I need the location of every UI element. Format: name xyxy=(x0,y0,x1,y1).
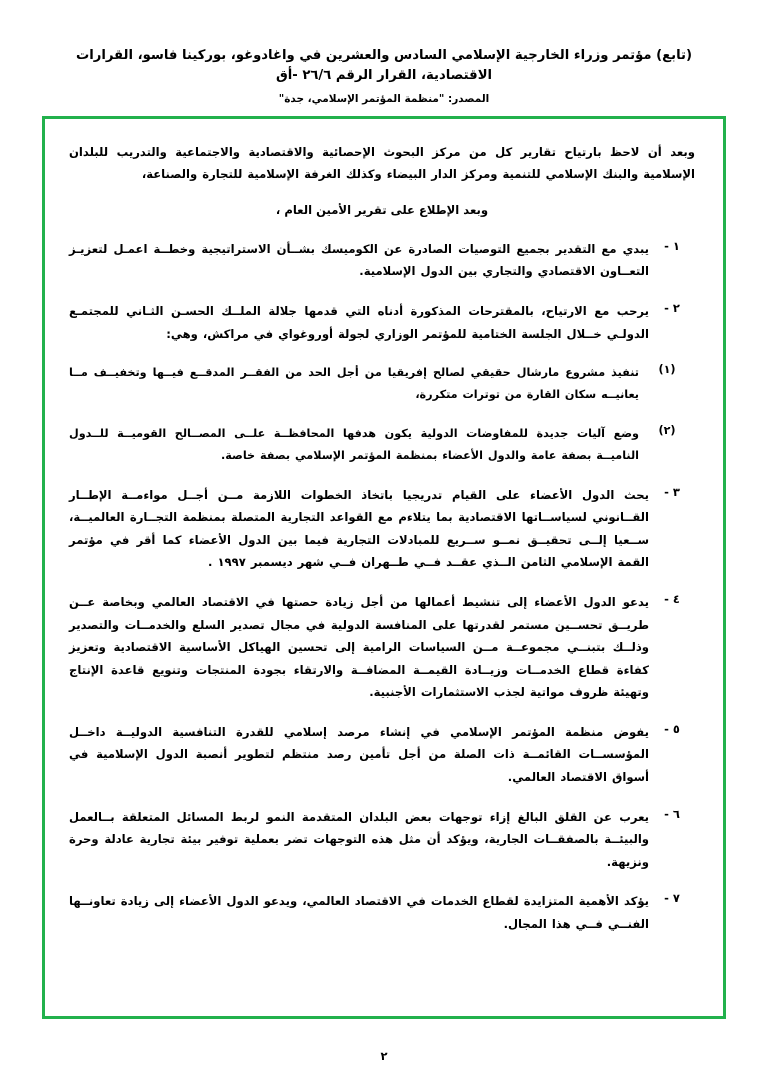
item-7-text: الأهمية المتزايدة لقطاع الخدمات في الاقتصاد العالمي، xyxy=(297,894,624,909)
item-3-marker xyxy=(649,484,695,574)
item-6-text: عن القلق البالغ إزاء توجهات بعض البلدان المتقدمة النمو لربط المسائل المتعلقة بــالعمل والبيئــة بالصفقــات الجارية، xyxy=(69,809,649,847)
item-2-dash: - xyxy=(664,300,669,315)
paragraph-intro-2 xyxy=(69,203,695,217)
item-6-text2: أن مثل هذه التوجهات تضر بعملية توفير بيئة تجارية عادلة وحرة ونزيهة. xyxy=(69,832,649,869)
page-number: ٢ xyxy=(380,1049,388,1063)
item-7-number: ٧ xyxy=(672,891,680,906)
item-5-dash: - xyxy=(664,721,669,736)
intro-2-text: على تقرير الأمين العام ، xyxy=(275,202,420,217)
paragraph-intro-1 xyxy=(69,141,695,186)
list-item xyxy=(69,806,695,874)
item-7-dash: - xyxy=(664,891,669,906)
intro-2-lead: وبعد الإطلاع xyxy=(419,202,489,217)
item-7-text2: الدول الأعضاء إلى زيادة تعاونــها الفنــي فــي هذا المجال. xyxy=(69,894,649,932)
item-5-marker xyxy=(649,721,695,789)
document-header xyxy=(42,46,726,105)
sub-list-item xyxy=(69,423,695,467)
item-5-lead: يفوض xyxy=(613,724,649,739)
list-item xyxy=(69,300,695,345)
item-3-lead: يحث xyxy=(624,487,649,502)
item-3-number: ٣ xyxy=(672,484,680,499)
item-1-dash: - xyxy=(664,238,669,253)
subitem-1-text: تنفيذ مشروع مارشال حقيقي لصالح إفريقيا من أجل الحد من الفقــر المدقــع فيــها وتخفيــف مــا يعانيــه سكان القارة من توترات متكررة، xyxy=(69,366,639,401)
source-line: المصدر: "منظمة المؤتمر الإسلامي، جدة" xyxy=(278,92,490,105)
subitem-1-number: (١) xyxy=(658,363,676,377)
item-2-marker xyxy=(649,300,695,345)
item-6-number: ٦ xyxy=(672,806,680,821)
page-title: (تابع) مؤتمر وزراء الخارجية الإسلامي السادس والعشرين في واغادوغو، بوركينا فاسو، القرارات الاقتصادية، القرار الرقم ٢٦/٦ -أق xyxy=(75,48,693,83)
list-item xyxy=(69,890,695,935)
item-1-text: بجميع التوصيات الصادرة عن الكوميسك بشــأن الاستراتيجية وخطــة اعمـل لتعزيـز التعــاون الاقتصادي والتجاري بين الدول الإسلامية. xyxy=(69,241,649,279)
subitem-2-number: (٢) xyxy=(658,423,676,437)
list-item xyxy=(69,484,695,574)
list-item xyxy=(69,238,695,283)
item-4-lead: يدعو xyxy=(622,594,649,609)
item-6-dash: - xyxy=(664,806,669,821)
item-1-lead: يبدي مع التقدير xyxy=(555,241,650,256)
item-2-lead: يرحب xyxy=(616,303,649,318)
item-7-marker xyxy=(649,890,695,935)
item-4-dash: - xyxy=(664,591,669,606)
item-3-dash: - xyxy=(664,484,669,499)
item-7-lead2: ويدعو xyxy=(263,894,298,909)
item-4-text: الدول الأعضاء إلى تنشيط أعمالها من أجل زيادة حصتها في الاقتصاد العالمي وبخاصة عــن طريــق تحســين مستمر لقدرتها على المنافسة الدولية في مجال تصدير السلع والخدمــات والتصدير وذلــك بتبنــي مجموعــة مــن السياسات الرامية إلى تحسين الهياكل الأساسية الاقتصادية وتعزيز كفاءة قطاع الخدمــات وزيــادة القيمــة المضافــة والارتقاء بجودة المنتجات وتنويع قاعدة الإنتاج وتهيئة ظروف مواتية لجذب الاستثمارات الأجنبية. xyxy=(69,594,649,700)
sub-list-item xyxy=(69,362,695,406)
list-item xyxy=(69,591,695,704)
item-1-number: ١ xyxy=(672,238,680,253)
item-5-number: ٥ xyxy=(672,721,680,736)
item-6-lead: يعرب xyxy=(619,809,649,824)
intro-1-lead: وبعد أن لاحظ xyxy=(610,144,695,159)
list-item xyxy=(69,721,695,789)
item-2-number: ٢ xyxy=(672,300,680,315)
bordered-content-box xyxy=(42,116,726,1019)
subitem-2-text: وضع آليات جديدة للمفاوضات الدولية يكون هدفها المحافظــة علــى المصــالح القوميــة للــدول الناميــة بصفة عامة والدول الأعضاء بمنظمة المؤتمر الإسلامي بصفة خاصة. xyxy=(69,426,639,462)
intro-1-text: بارتياح تقارير كل من مركز البحوث الإحصائية والاقتصادية والاجتماعية والتدريب للبلدان الإسلامية والبنك الإسلامي للتنمية ومركز الدار البيضاء وكذلك الغرفة الإسلامية للتجارة والصناعة، xyxy=(69,144,695,182)
item-7-lead: يؤكد xyxy=(623,894,649,909)
item-4-marker xyxy=(649,591,695,704)
item-2-text: مع الارتياح، بالمقترحات المذكورة أدناه التي قدمها جلالة الملــك الحسـن الثـاني للمجتمـع الدولـي خــلال الجلسة الختامية للمؤتمر الوزاري لجولة أوروغواي في مراكش، وهي: xyxy=(69,303,649,341)
item-5-text: منظمة المؤتمر الإسلامي في إنشاء مرصد إسلامي للقدرة التنافسية الدوليــة داخــل المؤسســات القائمــة ذات الصلة من أجل تأمين رصد منتظم لتطوير أنصبة الدول الإسلامية في أسواق الاقتصاد العالمي. xyxy=(69,724,649,785)
item-3-text: الدول الأعضاء على القيام تدريجيا باتخاذ الخطوات اللازمة مــن أجــل مواءمــة الإطــار القــانوني لسياســاتها الاقتصادية بما يتلاءم مع القواعد التجارية المتصلة بمنظمة التجــارة العالميــة، ســعيا إلــى تحقيــق نمــو ســريع للمبادلات التجارية فيما بين الدول الأعضاء كما أقر في مؤتمر القمة الإسلامي الثامن الــذي عقــد فــي طــهران فــي شهر ديسمبر ١٩٩٧ . xyxy=(69,487,649,570)
item-6-lead2: ويؤكد xyxy=(446,832,479,847)
item-6-marker xyxy=(649,806,695,874)
item-4-number: ٤ xyxy=(672,591,680,606)
item-1-marker xyxy=(649,238,695,283)
